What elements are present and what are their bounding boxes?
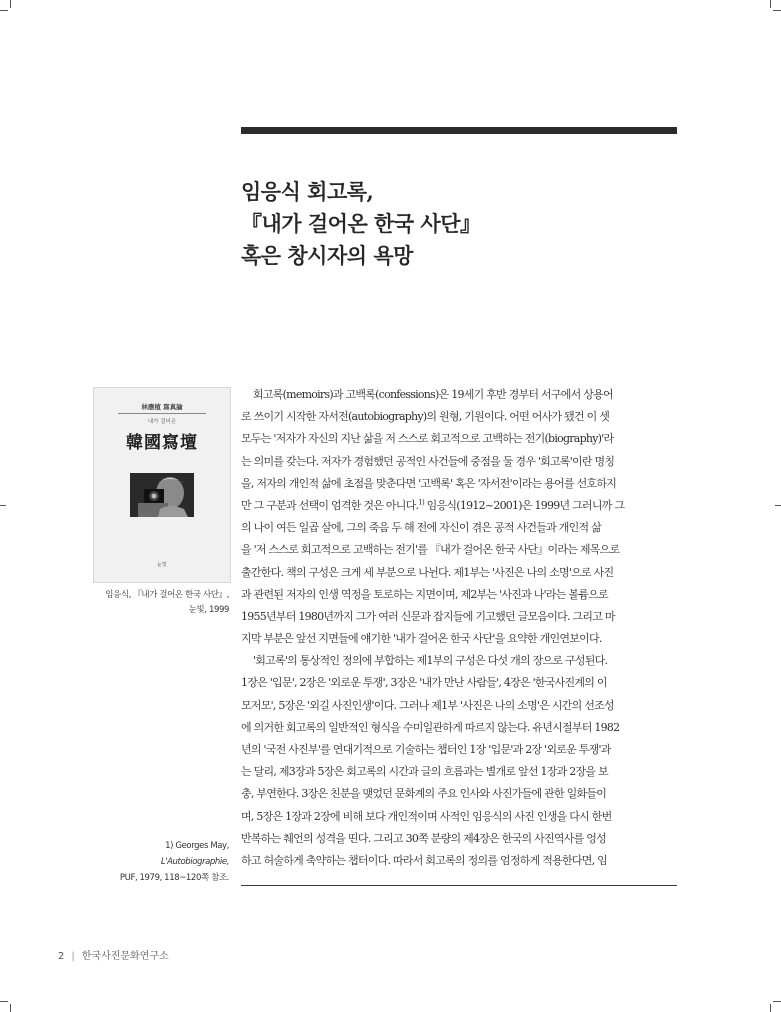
cover-subtitle: 내가 걸어온 <box>147 419 177 425</box>
body-line-text: 반복하는 췌언의 성격을 띤다. 그리고 30쪽 분량의 제4장은 한국의 사진역사를 엉성 <box>241 831 606 845</box>
body-line <box>241 783 677 805</box>
body-line <box>241 406 677 428</box>
body-line-text: 만 그 구분과 선택이 엄격한 것은 아니다. <box>241 498 419 512</box>
body-line <box>241 828 677 850</box>
body-line-text: 지막 부분은 앞선 지면들에 얘기한 '내가 걸어온 한국 사단'을 요약한 개인연보이다. <box>241 632 602 646</box>
body-line <box>241 428 677 450</box>
photographer-portrait <box>130 473 194 517</box>
page-footer <box>58 947 169 962</box>
body-line-text: 하고 허술하게 축약하는 챕터이다. 따라서 회고록의 정의를 엄정하게 적용한다면, 임 <box>241 853 607 867</box>
body-line <box>241 384 677 406</box>
body-line-text: 는 의미를 갖는다. 저자가 경험했던 공적인 사건들에 중점을 둘 경우 '회고록'이란 명칭 <box>241 454 615 468</box>
body-line <box>241 695 677 717</box>
crop-mark <box>773 10 781 11</box>
crop-mark <box>0 505 6 506</box>
body-line <box>241 539 677 561</box>
cover-divider <box>118 413 206 414</box>
body-line <box>241 650 677 672</box>
body-line-text: 에 의거한 회고록의 일반적인 형식을 수미일관하게 따르지 않는다. 유년시절부터 1982 <box>241 720 620 734</box>
body-line-text: '회고록'의 통상적인 정의에 부합하는 제1부의 구성은 다섯 개의 장으로 구성된다. <box>253 654 608 668</box>
crop-mark <box>10 0 11 8</box>
title-line-1: 임응식 회고록, <box>241 179 374 204</box>
footnote-work-title: L'Autobiographie, <box>160 857 229 867</box>
body-line <box>241 473 677 495</box>
body-line <box>241 606 677 628</box>
footnote <box>49 838 229 886</box>
cover-series: 林應植 寫真論 <box>141 403 183 411</box>
bottom-rule <box>241 885 677 886</box>
body-line-text: 모두는 '저자가 자신의 지난 삶을 저 스스로 회고적으로 고백하는 전기(biography)'라 <box>241 432 614 446</box>
body-line <box>241 495 677 517</box>
footnote-line-1 <box>49 838 229 870</box>
body-line-text: 로 쓰이기 시작한 자서전(autobiography)의 원형, 기원이다. 어떤 어사가 됐건 이 셋 <box>241 410 610 424</box>
cover-publisher: 눈빛 <box>157 562 167 568</box>
crop-mark <box>775 505 781 506</box>
cover-photo <box>130 473 194 517</box>
body-line <box>241 628 677 650</box>
title-line-2: 『내가 걸어온 한국 사단』 <box>241 211 481 236</box>
body-line-text: 년의 '국전 사진부'를 연대기적으로 기술하는 챕터인 1장 '입문'과 2장 '외로운 투쟁'과 <box>241 743 611 756</box>
body-line <box>241 451 677 473</box>
page-number: 2 <box>58 951 65 962</box>
footnote-marker: 1) <box>418 498 424 507</box>
footer-separator: | <box>71 951 75 962</box>
body-line-text: 의 나이 여든 일곱 살에, 그의 죽음 두 해 전에 자신이 겪은 공적 사건들과 개인적 삶 <box>241 521 601 535</box>
title-rule <box>241 127 677 134</box>
body-line <box>241 739 677 761</box>
body-line-text: 회고록(memoirs)과 고백록(confessions)은 19세기 후반 경부터 서구에서 상용어 <box>253 388 613 401</box>
title-line-3: 혹은 창시자의 욕망 <box>241 243 413 268</box>
caption-line-2: 눈빛, 1999 <box>188 605 229 615</box>
body-line <box>241 761 677 783</box>
body-line-text: 임응식(1912~2001)은 1999년 그러니까 그 <box>423 498 625 512</box>
caption-line-1: 임응식, 『내가 걸어온 한국 사단』, <box>105 590 229 600</box>
body-line-text: 며, 5장은 1장과 2장에 비해 보다 개인적이며 사적인 임응식의 사진 인생을 다시 한번 <box>241 809 612 823</box>
book-cover-image <box>93 387 231 583</box>
crop-mark <box>770 1004 771 1012</box>
body-line-text: 을 '저 스스로 회고적으로 고백하는 전기'를 『내가 걸어온 한국 사단』이라는 제목으로 <box>241 543 620 557</box>
body-line <box>241 584 677 606</box>
body-line-text: 1955년부터 1980년까지 그가 여러 신문과 잡지들에 기고했던 글모음이다. 그리고 마 <box>241 609 615 623</box>
body-text <box>241 384 677 872</box>
body-line-text: 모저모', 5장은 '외길 사진인생'이다. 그러나 제1부 '사진은 나의 소명'은 시간의 선조성 <box>241 698 614 712</box>
crop-mark <box>0 10 8 11</box>
cover-main-title: 韓國寫壇 <box>126 433 198 453</box>
body-line <box>241 672 677 694</box>
body-line-text: 을, 저자의 개인적 삶에 초점을 맞춘다면 '고백록' 혹은 '자서전'이라는 용어를 선호하지 <box>241 476 617 490</box>
body-line <box>241 717 677 739</box>
footnote-line-2: PUF, 1979, 118~120쪽 참조. <box>119 873 229 883</box>
body-line-text: 과 관련된 저자의 인생 역정을 토로하는 지면이며, 제2부는 '사진과 나'라는 볼륨으로 <box>241 587 608 601</box>
body-line-text: 는 달리, 제3장과 5장은 회고록의 시간과 글의 흐름과는 별개로 앞선 1장과 2장을 보 <box>241 765 608 779</box>
article-title <box>241 176 677 272</box>
body-line <box>241 850 677 872</box>
body-line-text: 1장은 '입문', 2장은 '외로운 투쟁', 3장은 '내가 만난 사람들', 4장은 '한국사진계의 이 <box>241 676 607 690</box>
body-line <box>241 517 677 539</box>
body-line <box>241 806 677 828</box>
body-line-text: 충, 부연한다. 3장은 친분을 맺었던 문화계의 주요 인사와 사진가들에 관한 일화들이 <box>241 787 607 801</box>
institution-name: 한국사진문화연구소 <box>81 951 169 962</box>
body-line <box>241 562 677 584</box>
crop-mark <box>770 0 771 8</box>
crop-mark <box>0 1001 8 1002</box>
body-line-text: 출간한다. 책의 구성은 크게 세 부분으로 나뉜다. 제1부는 '사진은 나의 소명'으로 사진 <box>241 565 614 579</box>
crop-mark <box>773 1001 781 1002</box>
figure-caption <box>59 588 229 618</box>
footnote-author: 1) Georges May, <box>165 841 229 851</box>
crop-mark <box>10 1004 11 1012</box>
